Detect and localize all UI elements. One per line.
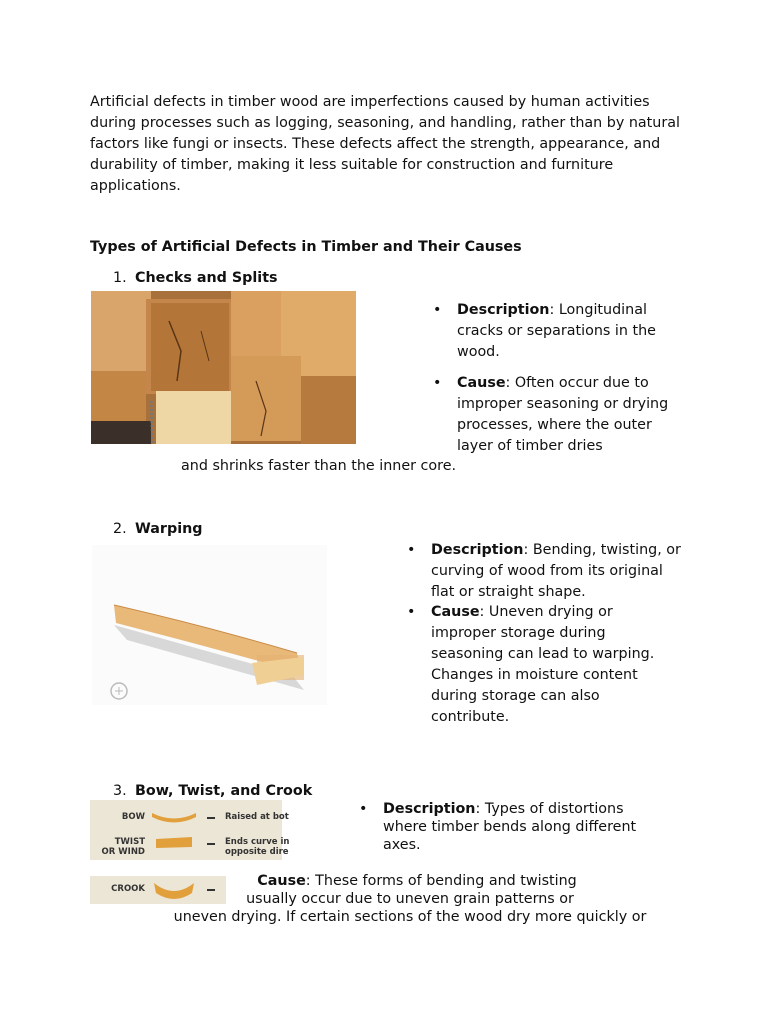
timber-stack-photo <box>91 291 356 444</box>
section-1-description-bullet <box>433 300 687 363</box>
bullet-dot: • <box>407 604 416 620</box>
twist-dash <box>207 843 215 845</box>
section-3-title-row <box>113 781 312 802</box>
description-text: : Longitudinal cracks or separations in the wood. <box>457 302 656 360</box>
cause-text: : Uneven drying or improper storage during seasoning can lead to warping. Changes in moisture content during storage can also contribute. <box>431 604 655 725</box>
twist-description <box>225 837 289 857</box>
bullet-dot: • <box>407 542 416 558</box>
section-3-title: Bow, Twist, and Crook <box>135 783 313 799</box>
section-2-title-row <box>113 519 203 540</box>
warped-board-illustration <box>92 545 327 705</box>
section-1-cause-continued: and shrinks faster than the inner core. <box>181 458 457 474</box>
bow-label: BOW <box>121 812 145 822</box>
cause-text: : Often occur due to improper seasoning or drying processes, where the outer layer of timber dries <box>457 375 669 454</box>
section-1-title: Checks and Splits <box>135 270 278 286</box>
crook-label: CROOK <box>111 884 145 894</box>
section-1-title-row <box>113 268 278 289</box>
description-label: Description <box>383 801 476 817</box>
section-2-number: 2. <box>113 521 127 537</box>
cause-line-1 <box>150 872 670 890</box>
section-3-number: 3. <box>113 783 127 799</box>
warping-image <box>92 545 327 705</box>
cause-label: Cause <box>431 604 480 620</box>
twist-description-line-1: Ends curve in <box>225 837 290 847</box>
section-3-cause-paragraph <box>150 872 670 926</box>
intro-paragraph: Artificial defects in timber wood are imperfections caused by human activities during processes such as logging, seasoning, and handling, rather than by natural factors like fungi or insects. These defects affect the strength, appearance, and durability of timber, making it less suitable for construction and furniture applications. <box>90 94 680 194</box>
section-1-cause-bullet <box>433 373 687 457</box>
twist-label-line-1: TWIST <box>114 837 145 847</box>
bullet-dot: • <box>433 302 442 318</box>
cause-label: Cause <box>457 375 506 391</box>
twist-shape-icon <box>154 836 194 850</box>
bullet-dot: • <box>359 801 368 817</box>
cause-line-2: usually occur due to uneven grain patterns or <box>246 891 574 907</box>
cause-label: Cause <box>257 873 306 889</box>
bow-shape-icon <box>150 810 198 824</box>
section-2-title: Warping <box>135 521 203 537</box>
section-1-number: 1. <box>113 270 127 286</box>
section-2-cause-bullet <box>407 602 681 728</box>
checks-and-splits-image <box>91 291 356 444</box>
description-text: : Bending, twisting, or curving of wood from its original flat or straight shape. <box>431 542 681 600</box>
bow-dash <box>207 817 215 819</box>
twist-label-line-2: OR WIND <box>101 847 145 857</box>
cause-text-line-1: : These forms of bending and twisting <box>305 873 577 889</box>
section-heading: Types of Artificial Defects in Timber and Their Causes <box>90 239 522 255</box>
description-label: Description <box>431 542 524 558</box>
bow-twist-diagram <box>90 800 290 860</box>
section-2-description-bullet <box>407 540 681 603</box>
section-3-description-bullet <box>359 800 663 854</box>
description-text: : Types of distortions where timber bends along different axes. <box>383 801 637 853</box>
twist-label <box>90 837 145 857</box>
twist-description-line-2: opposite dire <box>225 847 289 857</box>
description-label: Description <box>457 302 550 318</box>
bullet-dot: • <box>433 375 442 391</box>
bow-description: Raised at bot <box>225 812 289 822</box>
cause-line-3: uneven drying. If certain sections of the wood dry more quickly or <box>173 909 647 925</box>
